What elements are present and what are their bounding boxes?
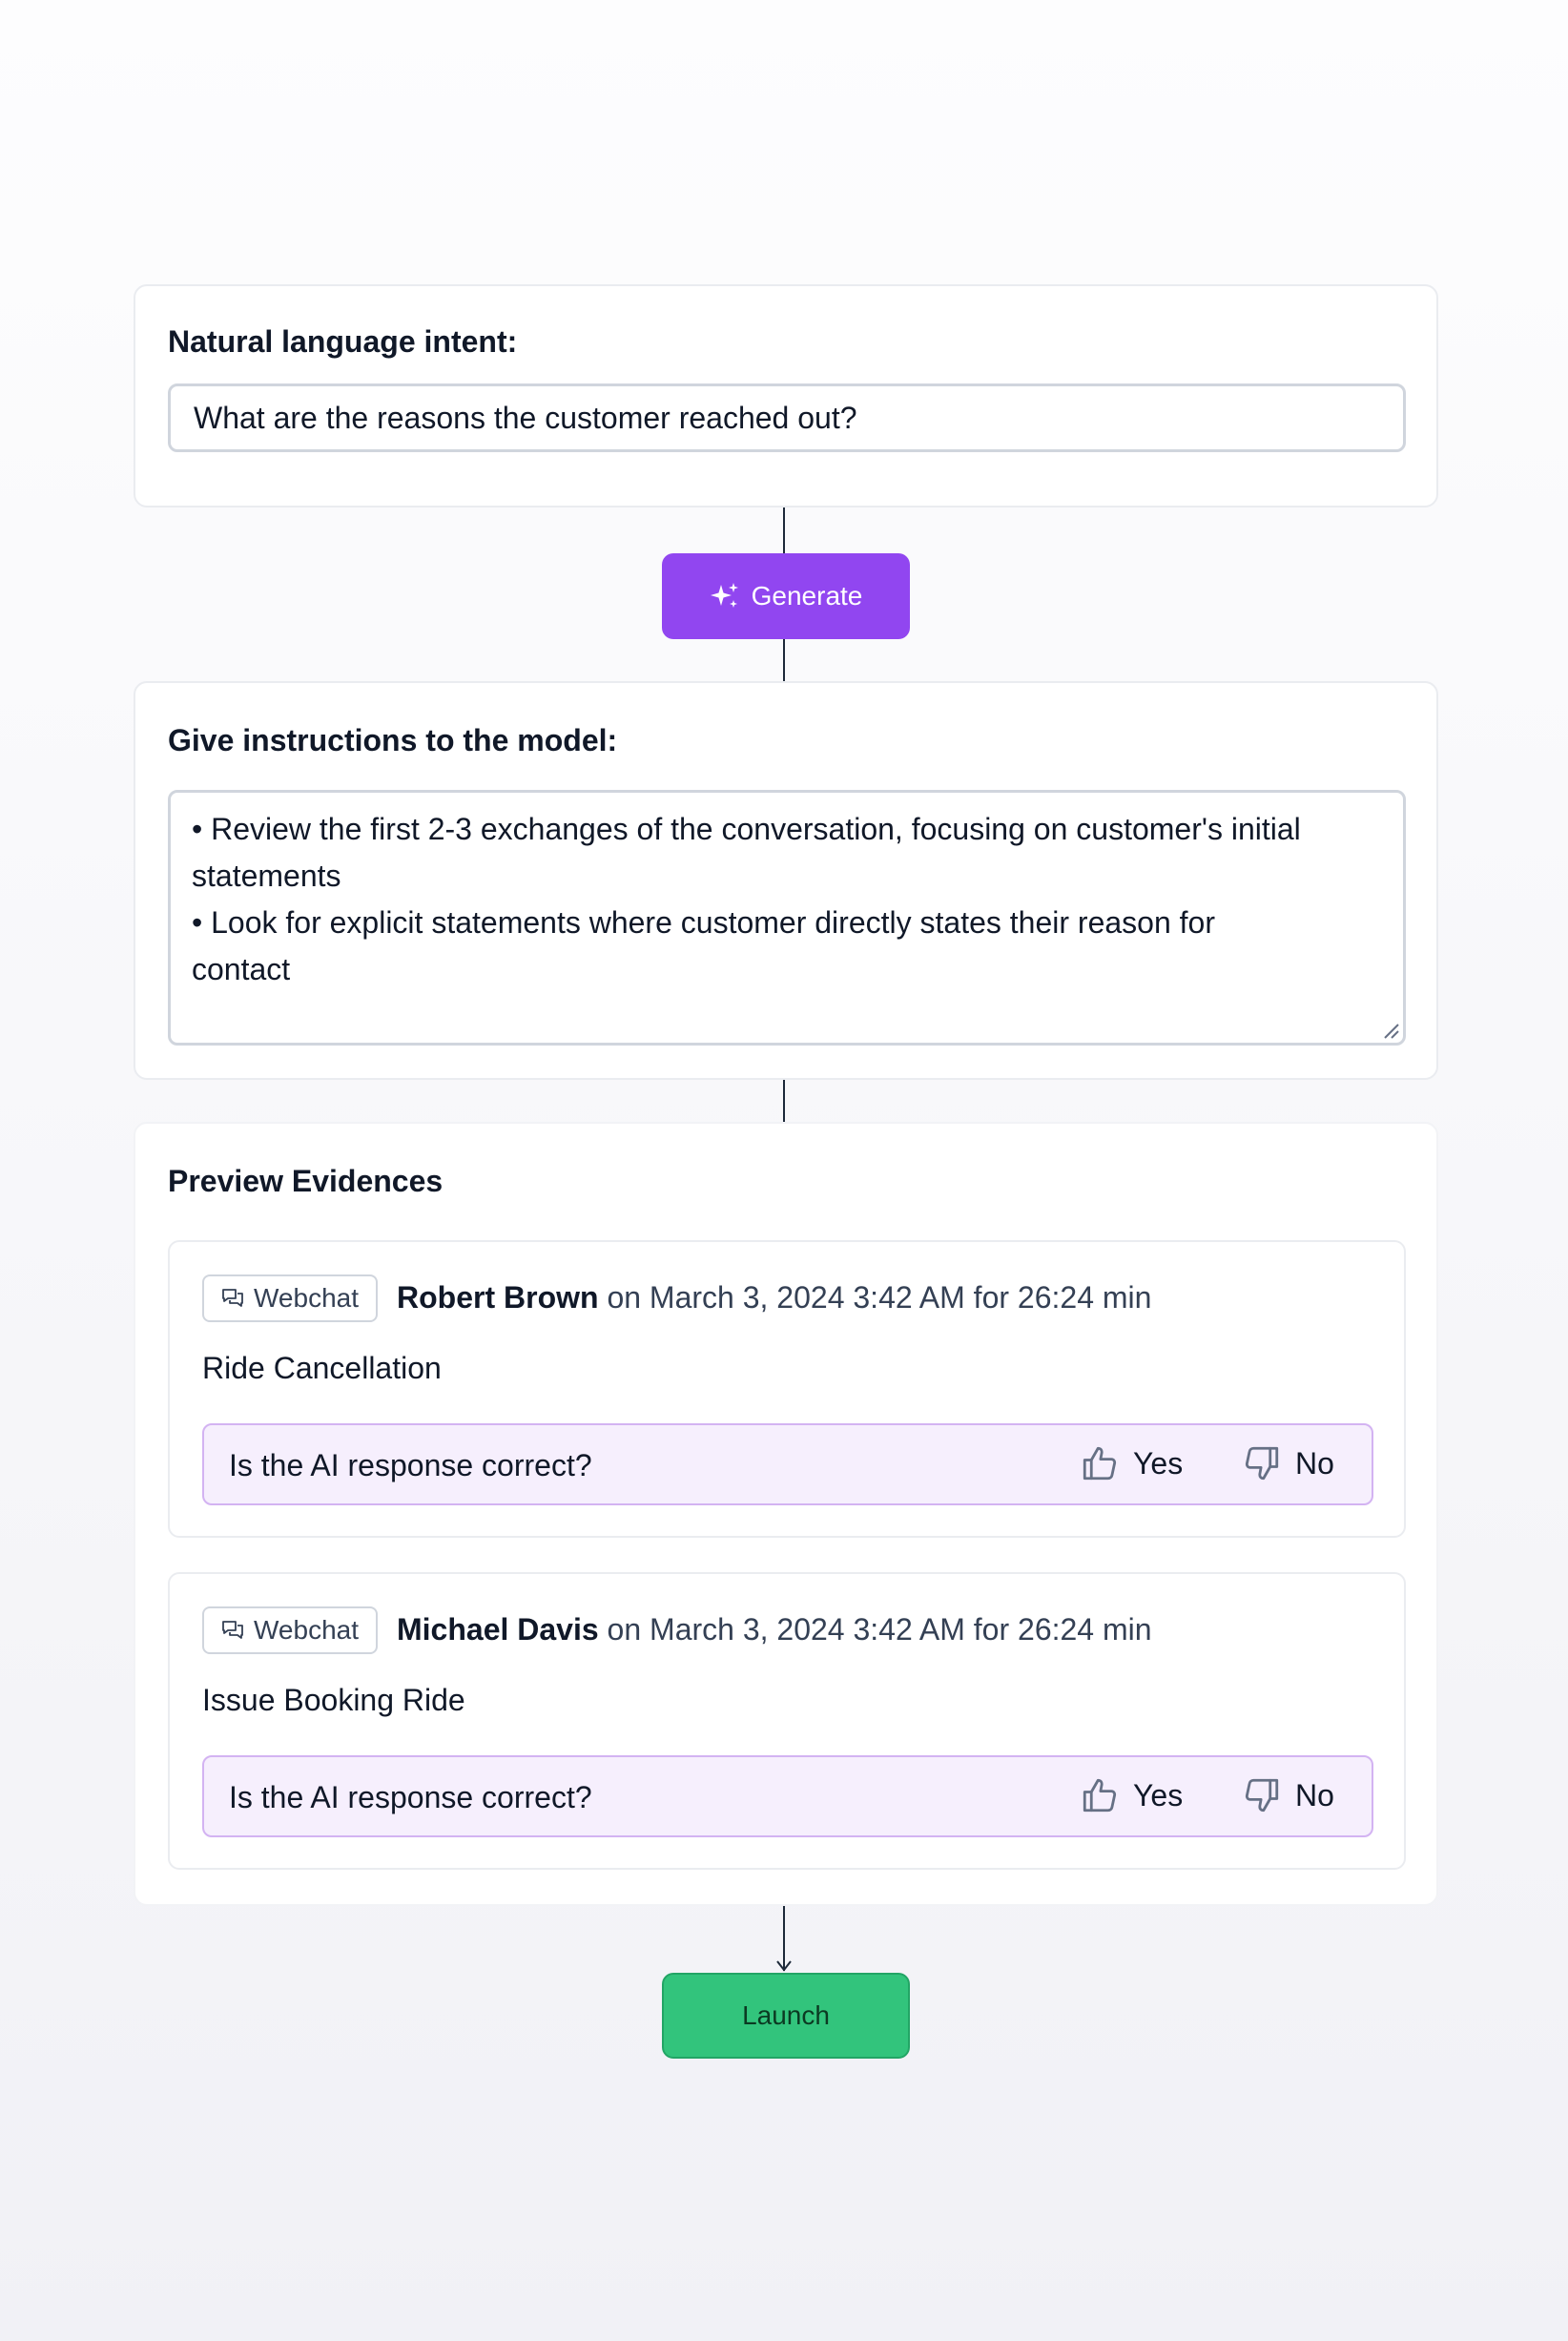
thumbs-down-icon	[1242, 1775, 1282, 1815]
thumbs-up-button[interactable]	[1080, 1774, 1183, 1816]
evidence-result: Ride Cancellation	[202, 1351, 442, 1385]
generate-button-label: Generate	[751, 581, 863, 611]
evidence-item	[168, 1240, 1406, 1538]
channel-badge	[202, 1274, 378, 1322]
channel-label: Webchat	[254, 1615, 359, 1645]
generate-button[interactable]	[662, 553, 910, 639]
resize-grip-icon[interactable]	[1382, 1022, 1399, 1039]
yes-label: Yes	[1133, 1446, 1184, 1481]
feedback-bar	[202, 1423, 1373, 1505]
thumbs-up-icon	[1080, 1775, 1120, 1815]
instruction-line: statements	[192, 859, 341, 893]
instruction-line: • Look for explicit statements where customer directly states their reason for	[192, 905, 1215, 940]
no-label: No	[1295, 1778, 1334, 1813]
instruction-line: contact	[192, 952, 291, 986]
launch-button-label: Launch	[742, 2000, 830, 2030]
instructions-card	[134, 681, 1438, 1080]
sparkles-icon	[710, 581, 740, 611]
thumbs-up-icon	[1080, 1443, 1120, 1483]
flow-connector	[783, 1080, 785, 1122]
feedback-question: Is the AI response correct?	[229, 1780, 592, 1814]
thumbs-down-button[interactable]	[1242, 1774, 1334, 1816]
flow-connector	[783, 639, 785, 681]
channel-badge	[202, 1606, 378, 1654]
preview-card	[134, 1122, 1438, 1906]
instruction-line: • Review the first 2-3 exchanges of the conversation, focusing on customer's initial	[192, 812, 1301, 846]
flow-connector	[783, 508, 785, 553]
conversation-details: on March 3, 2024 3:42 AM for 26:24 min	[598, 1280, 1152, 1315]
feedback-bar	[202, 1755, 1373, 1837]
conversation-meta	[397, 1608, 1152, 1650]
feedback-question: Is the AI response correct?	[229, 1448, 592, 1482]
yes-label: Yes	[1133, 1778, 1184, 1813]
chat-bubbles-icon	[221, 1287, 244, 1310]
no-label: No	[1295, 1446, 1334, 1481]
customer-name[interactable]: Michael Davis	[397, 1612, 599, 1647]
customer-name[interactable]: Robert Brown	[397, 1280, 599, 1315]
intent-input[interactable]	[168, 383, 1406, 452]
launch-button[interactable]	[662, 1973, 910, 2059]
intent-label: Natural language intent:	[168, 324, 518, 359]
preview-title: Preview Evidences	[168, 1164, 444, 1198]
evidence-result: Issue Booking Ride	[202, 1683, 465, 1717]
conversation-details: on March 3, 2024 3:42 AM for 26:24 min	[598, 1612, 1152, 1647]
chat-bubbles-icon	[221, 1619, 244, 1642]
thumbs-down-icon	[1242, 1443, 1282, 1483]
thumbs-down-button[interactable]	[1242, 1442, 1334, 1484]
intent-card	[134, 284, 1438, 508]
evidence-item	[168, 1572, 1406, 1870]
instructions-textarea[interactable]	[168, 790, 1406, 1046]
conversation-meta	[397, 1276, 1151, 1318]
channel-label: Webchat	[254, 1283, 359, 1313]
thumbs-up-button[interactable]	[1080, 1442, 1183, 1484]
arrow-down-icon	[774, 1959, 794, 1973]
instructions-label: Give instructions to the model:	[168, 723, 618, 757]
